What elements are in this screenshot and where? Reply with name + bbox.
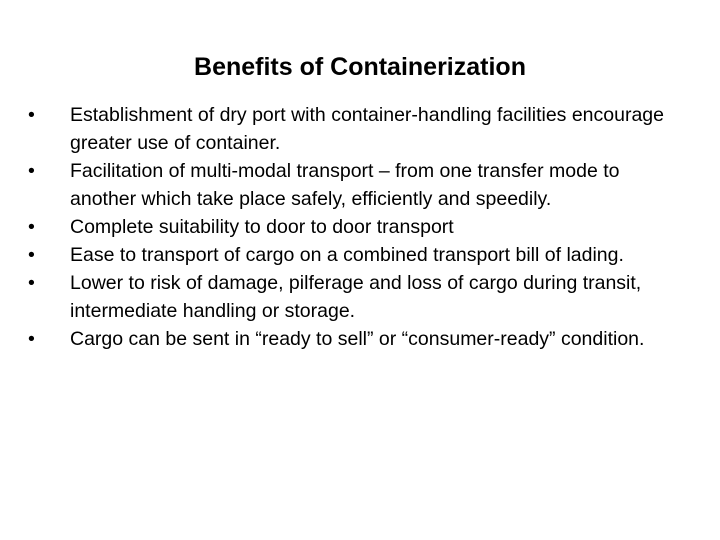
list-item xyxy=(28,325,688,353)
bullet-text: Complete suitability to door to door transport xyxy=(70,216,454,238)
bullet-icon: • xyxy=(28,104,35,126)
list-item xyxy=(28,101,688,157)
list-item xyxy=(28,157,688,213)
bullet-icon: • xyxy=(28,216,35,238)
list-item xyxy=(28,213,688,241)
bullet-text: Facilitation of multi-modal transport – from one transfer mode to another which take place safely, efficiently and speedily. xyxy=(70,160,620,210)
list-item xyxy=(28,269,688,325)
list-item xyxy=(28,241,688,269)
bullet-icon: • xyxy=(28,328,35,350)
slide-title: Benefits of Containerization xyxy=(194,53,526,81)
bullet-icon: • xyxy=(28,272,35,294)
bullet-icon: • xyxy=(28,244,35,266)
bullet-text: Ease to transport of cargo on a combined transport bill of lading. xyxy=(70,244,624,266)
bullet-text: Establishment of dry port with container-handling facilities encourage greater use of container. xyxy=(70,104,664,154)
bullet-text: Lower to risk of damage, pilferage and loss of cargo during transit, intermediate handling or storage. xyxy=(70,272,642,322)
bullet-list xyxy=(28,101,688,353)
bullet-icon: • xyxy=(28,160,35,182)
bullet-text: Cargo can be sent in “ready to sell” or “consumer-ready” condition. xyxy=(70,328,645,350)
